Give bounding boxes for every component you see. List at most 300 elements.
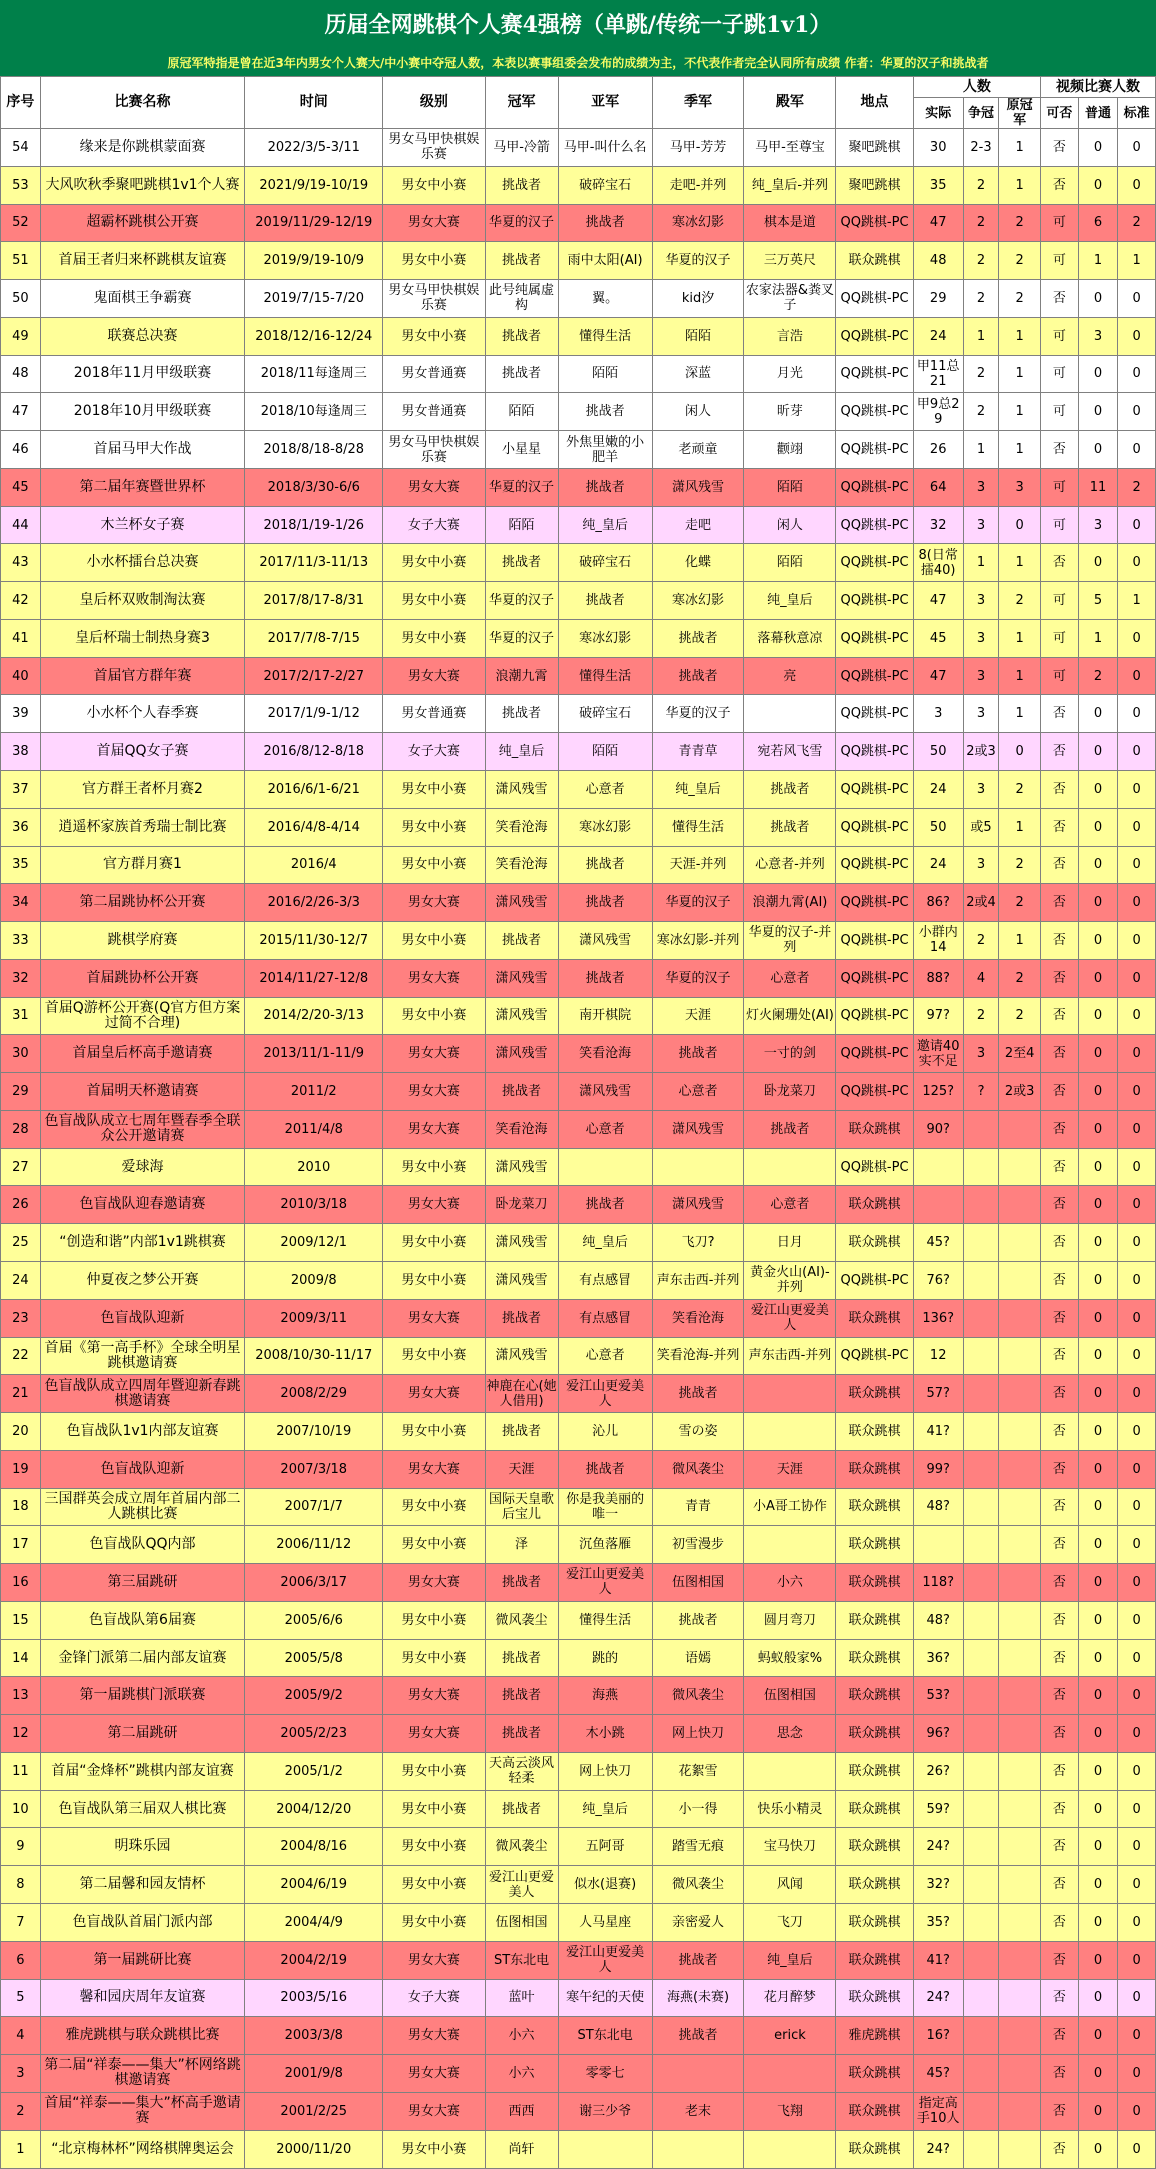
cell-contend: 2 bbox=[963, 166, 999, 204]
cell-level: 男女中小赛 bbox=[383, 1601, 485, 1639]
cell-champion: 潇风残雪 bbox=[485, 1337, 558, 1375]
cell-time: 2007/1/7 bbox=[245, 1488, 383, 1526]
cell-time: 2019/7/15-7/20 bbox=[245, 280, 383, 318]
cell-former bbox=[999, 1828, 1041, 1866]
cell-no: 54 bbox=[1, 129, 41, 167]
cell-normal: 0 bbox=[1078, 1790, 1118, 1828]
cell-champion: 小六 bbox=[485, 2017, 558, 2055]
cell-normal: 0 bbox=[1078, 393, 1118, 431]
cell-fourth: 蚂蚁般家% bbox=[744, 1639, 836, 1677]
cell-possible: 否 bbox=[1041, 846, 1079, 884]
cell-level: 男女中小赛 bbox=[383, 922, 485, 960]
cell-third: 潇风残雪 bbox=[652, 1186, 744, 1224]
cell-champion: 陌陌 bbox=[485, 506, 558, 544]
cell-possible: 可 bbox=[1041, 619, 1079, 657]
cell-level: 男女马甲快棋娱乐赛 bbox=[383, 129, 485, 167]
cell-actual: 邀请40实不足 bbox=[913, 1035, 963, 1073]
cell-venue: QQ跳棋-PC bbox=[836, 280, 913, 318]
cell-time: 2018/8/18-8/28 bbox=[245, 431, 383, 469]
cell-former: 1 bbox=[999, 166, 1041, 204]
cell-fourth: 声东击西-并列 bbox=[744, 1337, 836, 1375]
cell-possible: 否 bbox=[1041, 884, 1079, 922]
cell-possible: 否 bbox=[1041, 1148, 1079, 1186]
cell-name: 三国群英会成立周年首届内部二人跳棋比赛 bbox=[40, 1488, 245, 1526]
cell-name: 第二届跳研 bbox=[40, 1715, 245, 1753]
table-row bbox=[1, 733, 1156, 771]
cell-second: 挑战者 bbox=[558, 582, 652, 620]
cell-second: 寒冰幻影 bbox=[558, 808, 652, 846]
cell-possible: 否 bbox=[1041, 2130, 1079, 2168]
cell-actual: 甲9总29 bbox=[913, 393, 963, 431]
cell-actual: 35 bbox=[913, 166, 963, 204]
cell-champion: 国际天皇歌后宝儿 bbox=[485, 1488, 558, 1526]
cell-name: 首届Q游杯公开赛(Q官方但方案过简不合理) bbox=[40, 997, 245, 1035]
cell-normal: 0 bbox=[1078, 1186, 1118, 1224]
cell-standard: 0 bbox=[1118, 959, 1156, 997]
cell-third: 语嫣 bbox=[652, 1639, 744, 1677]
cell-name: 色盲战队第三届双人棋比赛 bbox=[40, 1790, 245, 1828]
cell-fourth bbox=[744, 1526, 836, 1564]
cell-third bbox=[652, 1148, 744, 1186]
cell-name: 第二届“祥泰——集大”杯网络跳棋邀请赛 bbox=[40, 2055, 245, 2093]
cell-fourth bbox=[744, 1148, 836, 1186]
cell-name: 首届皇后杯高手邀请赛 bbox=[40, 1035, 245, 1073]
cell-venue: QQ跳棋-PC bbox=[836, 1337, 913, 1375]
cell-actual bbox=[913, 1148, 963, 1186]
cell-second: 潇风残雪 bbox=[558, 1073, 652, 1111]
cell-venue: 联众跳棋 bbox=[836, 1903, 913, 1941]
cell-champion: 挑战者 bbox=[485, 695, 558, 733]
cell-level: 男女中小赛 bbox=[383, 808, 485, 846]
cell-level: 男女中小赛 bbox=[383, 1903, 485, 1941]
cell-former bbox=[999, 1564, 1041, 1602]
cell-fourth: 陌陌 bbox=[744, 468, 836, 506]
cell-third: 微风袭尘 bbox=[652, 1677, 744, 1715]
cell-no: 9 bbox=[1, 1828, 41, 1866]
table-row bbox=[1, 1337, 1156, 1375]
cell-second: 似水(退赛) bbox=[558, 1866, 652, 1904]
table-row bbox=[1, 2092, 1156, 2130]
cell-venue: QQ跳棋-PC bbox=[836, 1261, 913, 1299]
cell-time: 2022/3/5-3/11 bbox=[245, 129, 383, 167]
cell-possible: 否 bbox=[1041, 1979, 1079, 2017]
cell-actual: 86? bbox=[913, 884, 963, 922]
cell-champion: 潇风残雪 bbox=[485, 1035, 558, 1073]
cell-contend bbox=[963, 1337, 999, 1375]
cell-champion: 天高云淡风轻柔 bbox=[485, 1752, 558, 1790]
cell-venue: QQ跳棋-PC bbox=[836, 506, 913, 544]
cell-fourth: 华夏的汉子-并列 bbox=[744, 922, 836, 960]
cell-champion: 伍图相国 bbox=[485, 1903, 558, 1941]
cell-venue: QQ跳棋-PC bbox=[836, 1148, 913, 1186]
cell-possible: 否 bbox=[1041, 1790, 1079, 1828]
cell-no: 41 bbox=[1, 619, 41, 657]
cell-time: 2005/6/6 bbox=[245, 1601, 383, 1639]
cell-actual: 24? bbox=[913, 1828, 963, 1866]
cell-second: 挑战者 bbox=[558, 468, 652, 506]
cell-contend: 2 bbox=[963, 242, 999, 280]
cell-name: 皇后杯双败制淘汰赛 bbox=[40, 582, 245, 620]
cell-third: 花絮雪 bbox=[652, 1752, 744, 1790]
cell-fourth: 思念 bbox=[744, 1715, 836, 1753]
cell-actual: 12 bbox=[913, 1337, 963, 1375]
table-row bbox=[1, 1828, 1156, 1866]
cell-contend: 或5 bbox=[963, 808, 999, 846]
cell-name: 2018年11月甲级联赛 bbox=[40, 355, 245, 393]
cell-actual: 48? bbox=[913, 1488, 963, 1526]
cell-normal: 0 bbox=[1078, 1941, 1118, 1979]
cell-third: 青青 bbox=[652, 1488, 744, 1526]
cell-no: 1 bbox=[1, 2130, 41, 2168]
cell-normal: 3 bbox=[1078, 506, 1118, 544]
cell-fourth: 心意者-并列 bbox=[744, 846, 836, 884]
cell-name: 第一届跳棋门派联赛 bbox=[40, 1677, 245, 1715]
cell-third: 懂得生活 bbox=[652, 808, 744, 846]
cell-second: 心意者 bbox=[558, 1337, 652, 1375]
table-row bbox=[1, 1261, 1156, 1299]
cell-third: 海燕(未赛) bbox=[652, 1979, 744, 2017]
table-row bbox=[1, 242, 1156, 280]
cell-champion: 挑战者 bbox=[485, 544, 558, 582]
cell-venue: 联众跳棋 bbox=[836, 1299, 913, 1337]
cell-venue: 联众跳棋 bbox=[836, 1979, 913, 2017]
cell-level: 男女中小赛 bbox=[383, 1261, 485, 1299]
cell-time: 2018/1/19-1/26 bbox=[245, 506, 383, 544]
cell-third: 马甲-芳芳 bbox=[652, 129, 744, 167]
cell-normal: 0 bbox=[1078, 997, 1118, 1035]
table-row bbox=[1, 166, 1156, 204]
sheet-title: 历届全网跳棋个人赛4强榜（单跳/传统一子跳1v1） bbox=[0, 0, 1156, 50]
cell-venue: 联众跳棋 bbox=[836, 1224, 913, 1262]
cell-champion: 微风袭尘 bbox=[485, 1828, 558, 1866]
cell-venue: QQ跳棋-PC bbox=[836, 317, 913, 355]
cell-third: 闲人 bbox=[652, 393, 744, 431]
cell-name: 超霸杯跳棋公开赛 bbox=[40, 204, 245, 242]
cell-possible: 否 bbox=[1041, 1752, 1079, 1790]
table-row bbox=[1, 1035, 1156, 1073]
cell-third: 网上快刀 bbox=[652, 1715, 744, 1753]
cell-champion: 浪潮九霄 bbox=[485, 657, 558, 695]
cell-level: 男女大赛 bbox=[383, 959, 485, 997]
cell-actual: 57? bbox=[913, 1375, 963, 1413]
cell-venue: 联众跳棋 bbox=[836, 1186, 913, 1224]
cell-name: 木兰杯女子赛 bbox=[40, 506, 245, 544]
cell-level: 男女大赛 bbox=[383, 1677, 485, 1715]
cell-possible: 可 bbox=[1041, 204, 1079, 242]
cell-time: 2016/2/26-3/3 bbox=[245, 884, 383, 922]
cell-former: 2至4 bbox=[999, 1035, 1041, 1073]
cell-actual: 36? bbox=[913, 1639, 963, 1677]
cell-second: 五阿哥 bbox=[558, 1828, 652, 1866]
cell-venue: 雅虎跳棋 bbox=[836, 2017, 913, 2055]
cell-name: 第一届跳研比赛 bbox=[40, 1941, 245, 1979]
cell-champion: 马甲-冷箭 bbox=[485, 129, 558, 167]
cell-level: 男女普通赛 bbox=[383, 393, 485, 431]
cell-third: 寒冰幻影 bbox=[652, 582, 744, 620]
cell-venue: 联众跳棋 bbox=[836, 1866, 913, 1904]
cell-possible: 否 bbox=[1041, 166, 1079, 204]
cell-standard: 0 bbox=[1118, 129, 1156, 167]
cell-second: 海燕 bbox=[558, 1677, 652, 1715]
cell-standard: 0 bbox=[1118, 1639, 1156, 1677]
table-row bbox=[1, 280, 1156, 318]
cell-name: 色盲战队第6届赛 bbox=[40, 1601, 245, 1639]
cell-time: 2010/3/18 bbox=[245, 1186, 383, 1224]
cell-time: 2009/8 bbox=[245, 1261, 383, 1299]
cell-no: 17 bbox=[1, 1526, 41, 1564]
cell-time: 2017/8/17-8/31 bbox=[245, 582, 383, 620]
cell-level: 男女大赛 bbox=[383, 2092, 485, 2130]
cell-venue: 联众跳棋 bbox=[836, 1110, 913, 1148]
cell-second bbox=[558, 1148, 652, 1186]
cell-contend: 3 bbox=[963, 1035, 999, 1073]
cell-second: 跳的 bbox=[558, 1639, 652, 1677]
cell-fourth: 小A哥工协作 bbox=[744, 1488, 836, 1526]
cell-third: 初雪漫步 bbox=[652, 1526, 744, 1564]
cell-level: 男女中小赛 bbox=[383, 619, 485, 657]
cell-name: 雅虎跳棋与联众跳棋比赛 bbox=[40, 2017, 245, 2055]
cell-standard: 0 bbox=[1118, 506, 1156, 544]
cell-third: 雪の姿 bbox=[652, 1413, 744, 1451]
table-row bbox=[1, 808, 1156, 846]
cell-normal: 0 bbox=[1078, 1639, 1118, 1677]
cell-normal: 0 bbox=[1078, 431, 1118, 469]
cell-contend: 3 bbox=[963, 695, 999, 733]
cell-contend bbox=[963, 1903, 999, 1941]
cell-normal: 5 bbox=[1078, 582, 1118, 620]
cell-level: 男女中小赛 bbox=[383, 846, 485, 884]
cell-fourth bbox=[744, 2130, 836, 2168]
cell-actual: 41? bbox=[913, 1413, 963, 1451]
cell-fourth: 纯_皇后 bbox=[744, 1941, 836, 1979]
cell-contend: 2 bbox=[963, 355, 999, 393]
table-row bbox=[1, 1488, 1156, 1526]
cell-venue: QQ跳棋-PC bbox=[836, 959, 913, 997]
cell-contend: 2或4 bbox=[963, 884, 999, 922]
cell-no: 42 bbox=[1, 582, 41, 620]
cell-name: 首届马甲大作战 bbox=[40, 431, 245, 469]
cell-time: 2007/3/18 bbox=[245, 1450, 383, 1488]
cell-normal: 0 bbox=[1078, 1073, 1118, 1111]
cell-time: 2004/2/19 bbox=[245, 1941, 383, 1979]
cell-level: 女子大赛 bbox=[383, 733, 485, 771]
cell-champion: 尚轩 bbox=[485, 2130, 558, 2168]
cell-standard: 0 bbox=[1118, 1941, 1156, 1979]
cell-standard: 0 bbox=[1118, 1488, 1156, 1526]
cell-venue: 联众跳棋 bbox=[836, 1564, 913, 1602]
cell-standard: 0 bbox=[1118, 1073, 1156, 1111]
cell-normal: 0 bbox=[1078, 1828, 1118, 1866]
cell-contend bbox=[963, 2092, 999, 2130]
cell-possible: 否 bbox=[1041, 2017, 1079, 2055]
cell-former bbox=[999, 1488, 1041, 1526]
cell-time: 2009/12/1 bbox=[245, 1224, 383, 1262]
cell-no: 36 bbox=[1, 808, 41, 846]
cell-possible: 可 bbox=[1041, 393, 1079, 431]
cell-venue: QQ跳棋-PC bbox=[836, 733, 913, 771]
cell-champion: 挑战者 bbox=[485, 1715, 558, 1753]
cell-no: 27 bbox=[1, 1148, 41, 1186]
cell-no: 13 bbox=[1, 1677, 41, 1715]
table-row bbox=[1, 506, 1156, 544]
cell-contend bbox=[963, 1790, 999, 1828]
cell-no: 43 bbox=[1, 544, 41, 582]
cell-name: 2018年10月甲级联赛 bbox=[40, 393, 245, 431]
cell-third: 华夏的汉子 bbox=[652, 242, 744, 280]
cell-contend bbox=[963, 1601, 999, 1639]
header-third: 季军 bbox=[652, 77, 744, 129]
cell-actual: 3 bbox=[913, 695, 963, 733]
cell-contend bbox=[963, 1299, 999, 1337]
cell-actual: 24? bbox=[913, 1979, 963, 2017]
cell-fourth: 黄金火山(AI)-并列 bbox=[744, 1261, 836, 1299]
cell-no: 18 bbox=[1, 1488, 41, 1526]
cell-actual: 24 bbox=[913, 771, 963, 809]
cell-former: 0 bbox=[999, 733, 1041, 771]
cell-contend bbox=[963, 1110, 999, 1148]
cell-no: 20 bbox=[1, 1413, 41, 1451]
cell-fourth: 颧翊 bbox=[744, 431, 836, 469]
cell-possible: 否 bbox=[1041, 544, 1079, 582]
cell-fourth: 棋本是道 bbox=[744, 204, 836, 242]
cell-former: 2 bbox=[999, 884, 1041, 922]
cell-fourth: 花月醉梦 bbox=[744, 1979, 836, 2017]
cell-level: 男女大赛 bbox=[383, 1450, 485, 1488]
cell-possible: 否 bbox=[1041, 808, 1079, 846]
cell-champion: 潇风残雪 bbox=[485, 1224, 558, 1262]
cell-no: 8 bbox=[1, 1866, 41, 1904]
cell-champion: 陌陌 bbox=[485, 393, 558, 431]
cell-contend bbox=[963, 1488, 999, 1526]
cell-former: 1 bbox=[999, 544, 1041, 582]
cell-venue: 联众跳棋 bbox=[836, 1488, 913, 1526]
cell-possible: 否 bbox=[1041, 1601, 1079, 1639]
cell-level: 男女普通赛 bbox=[383, 695, 485, 733]
cell-contend bbox=[963, 1261, 999, 1299]
table-row bbox=[1, 1413, 1156, 1451]
cell-former bbox=[999, 1526, 1041, 1564]
cell-normal: 0 bbox=[1078, 733, 1118, 771]
cell-third: 潇风残雪 bbox=[652, 468, 744, 506]
cell-former bbox=[999, 1450, 1041, 1488]
cell-level: 男女大赛 bbox=[383, 1375, 485, 1413]
cell-third: 挑战者 bbox=[652, 619, 744, 657]
cell-level: 男女中小赛 bbox=[383, 1148, 485, 1186]
cell-possible: 可 bbox=[1041, 355, 1079, 393]
cell-fourth: 灯火阑珊处(AI) bbox=[744, 997, 836, 1035]
cell-former: 2 bbox=[999, 582, 1041, 620]
cell-second: 潇风残雪 bbox=[558, 922, 652, 960]
cell-time: 2021/9/19-10/19 bbox=[245, 166, 383, 204]
cell-venue: QQ跳棋-PC bbox=[836, 657, 913, 695]
cell-second bbox=[558, 2130, 652, 2168]
cell-fourth: 圆月弯刀 bbox=[744, 1601, 836, 1639]
cell-former bbox=[999, 1148, 1041, 1186]
cell-third: 微风袭尘 bbox=[652, 1450, 744, 1488]
table-row bbox=[1, 2130, 1156, 2168]
cell-second: 有点感冒 bbox=[558, 1299, 652, 1337]
cell-name: 小水杯个人春季赛 bbox=[40, 695, 245, 733]
sheet-subtitle: 原冠军特指是曾在近3年内男女个人赛大/中小赛中夺冠人数，本表以赛事组委会发布的成绩为主，不代表作者完全认同所有成绩 作者：华夏的汉子和挑战者 bbox=[0, 50, 1156, 76]
cell-no: 49 bbox=[1, 317, 41, 355]
cell-champion: 挑战者 bbox=[485, 1413, 558, 1451]
cell-level: 男女中小赛 bbox=[383, 1526, 485, 1564]
cell-possible: 否 bbox=[1041, 1677, 1079, 1715]
cell-venue: QQ跳棋-PC bbox=[836, 582, 913, 620]
cell-level: 男女大赛 bbox=[383, 1186, 485, 1224]
cell-standard: 0 bbox=[1118, 1677, 1156, 1715]
cell-no: 4 bbox=[1, 2017, 41, 2055]
cell-former bbox=[999, 1715, 1041, 1753]
cell-third: 挑战者 bbox=[652, 1375, 744, 1413]
cell-standard: 0 bbox=[1118, 1903, 1156, 1941]
cell-contend bbox=[963, 1450, 999, 1488]
cell-former bbox=[999, 1375, 1041, 1413]
cell-no: 12 bbox=[1, 1715, 41, 1753]
cell-level: 男女中小赛 bbox=[383, 1790, 485, 1828]
cell-name: 首届《第一高手杯》全球全明星跳棋邀请赛 bbox=[40, 1337, 245, 1375]
cell-champion: 小六 bbox=[485, 2055, 558, 2093]
cell-actual: 99? bbox=[913, 1450, 963, 1488]
cell-possible: 否 bbox=[1041, 733, 1079, 771]
cell-contend bbox=[963, 1186, 999, 1224]
cell-name: 色盲战队成立七周年暨春季全联众公开邀请赛 bbox=[40, 1110, 245, 1148]
table-row bbox=[1, 468, 1156, 506]
cell-second: 纯_皇后 bbox=[558, 506, 652, 544]
cell-no: 33 bbox=[1, 922, 41, 960]
cell-contend: 3 bbox=[963, 846, 999, 884]
cell-venue: 联众跳棋 bbox=[836, 1601, 913, 1639]
cell-no: 32 bbox=[1, 959, 41, 997]
cell-third: 天涯-并列 bbox=[652, 846, 744, 884]
cell-former bbox=[999, 1790, 1041, 1828]
cell-second: 网上快刀 bbox=[558, 1752, 652, 1790]
cell-contend: 2 bbox=[963, 393, 999, 431]
cell-actual: 76? bbox=[913, 1261, 963, 1299]
cell-second: 破碎宝石 bbox=[558, 695, 652, 733]
cell-possible: 否 bbox=[1041, 1639, 1079, 1677]
cell-fourth bbox=[744, 1375, 836, 1413]
cell-third: 挑战者 bbox=[652, 1941, 744, 1979]
cell-level: 男女大赛 bbox=[383, 204, 485, 242]
cell-third: 微风袭尘 bbox=[652, 1866, 744, 1904]
cell-third: 踏雪无痕 bbox=[652, 1828, 744, 1866]
cell-name: 缘来是你跳棋蒙面赛 bbox=[40, 129, 245, 167]
cell-third: 化蝶 bbox=[652, 544, 744, 582]
cell-time: 2009/3/11 bbox=[245, 1299, 383, 1337]
cell-actual: 88? bbox=[913, 959, 963, 997]
cell-fourth bbox=[744, 2055, 836, 2093]
cell-name: 首届跳协杯公开赛 bbox=[40, 959, 245, 997]
cell-no: 46 bbox=[1, 431, 41, 469]
cell-fourth: 宛若风飞雪 bbox=[744, 733, 836, 771]
cell-contend: 3 bbox=[963, 619, 999, 657]
cell-third: 老顽童 bbox=[652, 431, 744, 469]
cell-normal: 0 bbox=[1078, 1110, 1118, 1148]
cell-venue: QQ跳棋-PC bbox=[836, 355, 913, 393]
cell-former bbox=[999, 2055, 1041, 2093]
header-champion: 冠军 bbox=[485, 77, 558, 129]
cell-standard: 0 bbox=[1118, 2092, 1156, 2130]
cell-standard: 0 bbox=[1118, 1450, 1156, 1488]
cell-level: 男女大赛 bbox=[383, 2017, 485, 2055]
cell-venue: QQ跳棋-PC bbox=[836, 468, 913, 506]
cell-time: 2001/9/8 bbox=[245, 2055, 383, 2093]
cell-standard: 2 bbox=[1118, 204, 1156, 242]
cell-fourth: 天涯 bbox=[744, 1450, 836, 1488]
cell-third: 小一得 bbox=[652, 1790, 744, 1828]
cell-champion: 华夏的汉子 bbox=[485, 582, 558, 620]
